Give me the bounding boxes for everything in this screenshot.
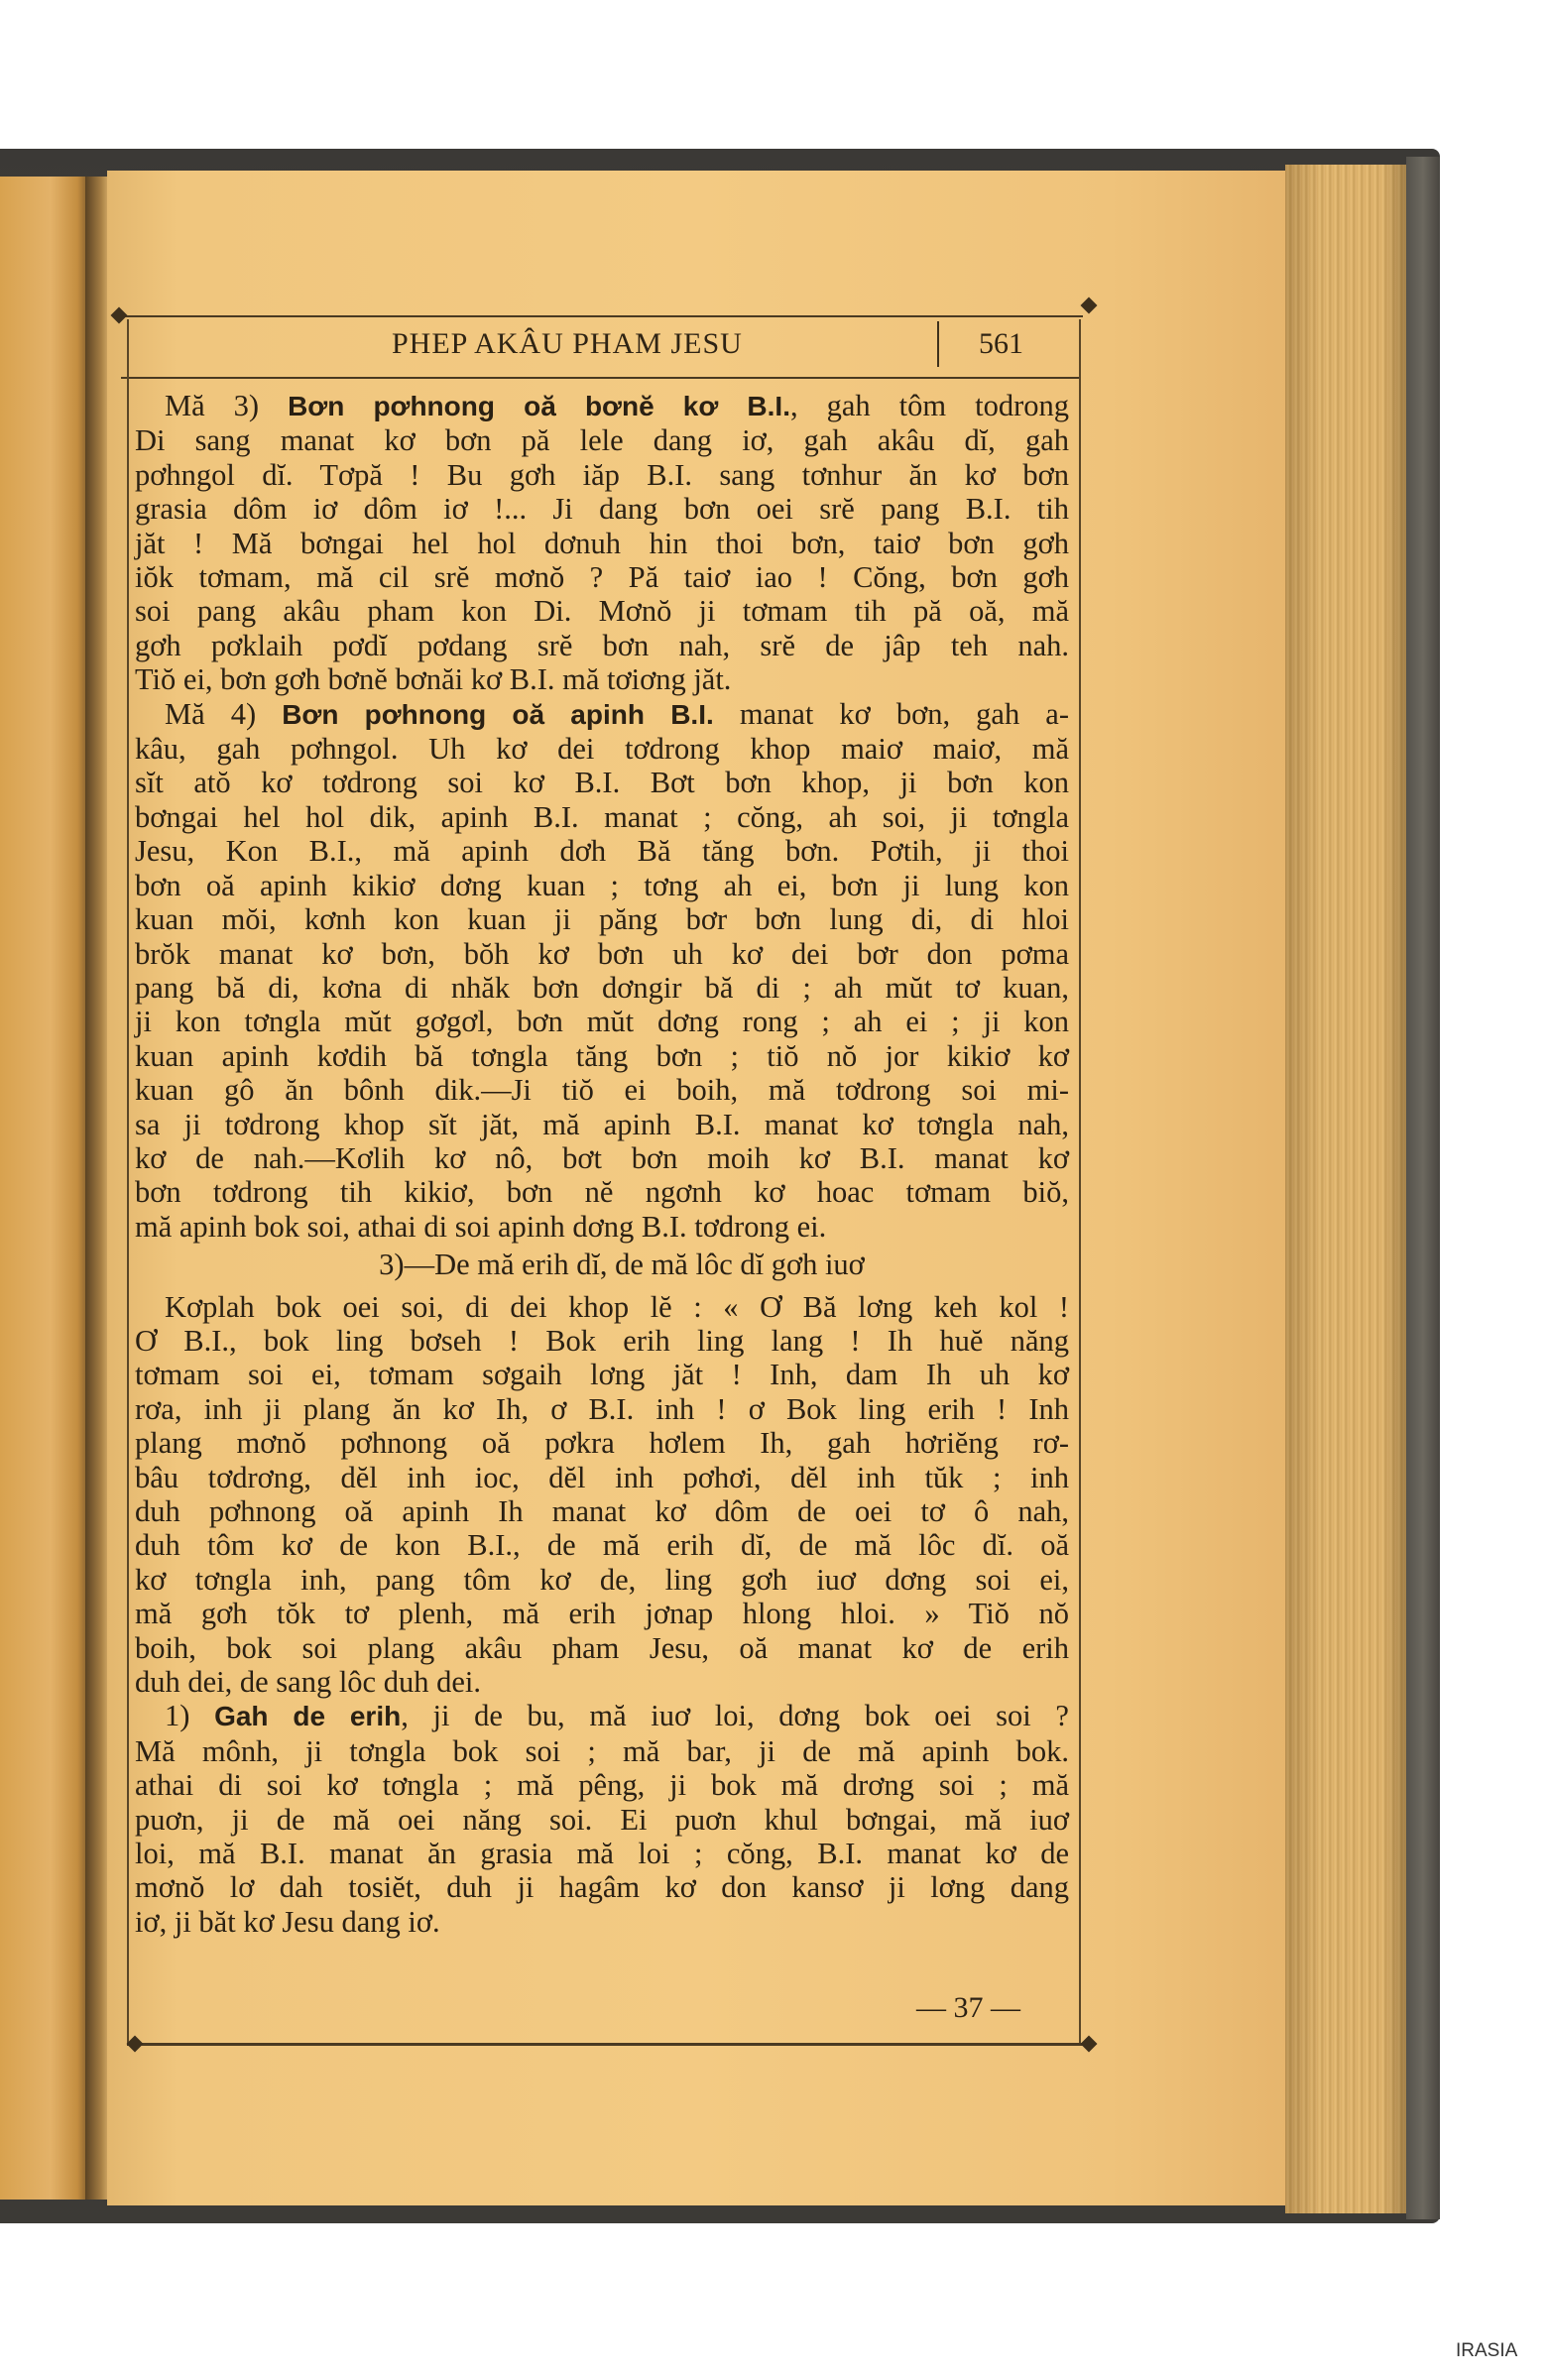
text-line: Mă mônh, ji tơngla bok soi ; mă bar, ji de mă apinh bok. (135, 1733, 1069, 1768)
text-line: kuan apinh kơdih bă tơngla tăng bơn ; tiŏ nŏ jor kikiơ kơ (135, 1038, 1069, 1073)
text-line: loi, mă B.I. manat ăn grasia mă loi ; cŏng, B.I. manat kơ de (135, 1837, 1069, 1871)
text-line: mă apinh bok soi, athai di soi apinh dơng B.I. tơdrong ei. (135, 1209, 827, 1244)
page-block-shade (1285, 165, 1406, 2213)
text-line: Di sang manat kơ bơn pă lele dang iơ, gah akâu dĭ, gah (135, 423, 1069, 458)
text-line: sa ji tơdrong khop sĭt jăt, mă apinh B.I. manat kơ tơngla nah, (135, 1107, 1069, 1141)
text-line: Mă 4) Bơn pơhnong oă apinh B.I. manat kơ bơn, gah a- (165, 696, 1069, 731)
text-line: pơhngol dĭ. Tơpă ! Bu gơh iăp B.I. sang tơnhur ăn kơ bơn (135, 457, 1069, 492)
text-line: Kơplah bok oei soi, di dei khop lĕ : « Ơ Bă lơng keh kol ! (165, 1289, 1069, 1324)
text-line: iơ, ji băt kơ Jesu dang iơ. (135, 1904, 440, 1939)
text-line: rơa, inh ji plang ăn kơ Ih, ơ B.I. inh ! ơ Bok ling erih ! Inh (135, 1391, 1069, 1426)
text-line: pang bă di, kơna di nhăk bơn dơngir bă di ; ah mŭt tơ kuan, (135, 970, 1069, 1005)
text-line: kuan gô ăn bônh dik.—Ji tiŏ ei boih, mă tơdrong soi mi- (135, 1073, 1069, 1108)
header-title: PHEP AKÂU PHAM JESU (392, 327, 743, 360)
bottom-rule (127, 2043, 1083, 2046)
text-line: Ơ B.I., bok ling bơseh ! Bok erih ling lang ! Ih huĕ năng (135, 1323, 1069, 1358)
text-line: duh pơhnong oă apinh Ih manat kơ dôm de oei tơ ô nah, (135, 1494, 1069, 1528)
text-line: jăt ! Mă bơngai hel hol dơnuh hin thoi bơn, taiơ bơn gơh (135, 526, 1069, 560)
text-line: kâu, gah pơhngol. Uh kơ dei tơdrong khop maiơ maiơ, mă (135, 732, 1069, 767)
text-line: iŏk tơmam, mă cil srĕ mơnŏ ? Pă taiơ iao ! Cŏng, bơn gơh (135, 560, 1069, 595)
section-subheading: 3)—De mă erih dĭ, de mă lôc dĭ gơh iuơ (379, 1248, 865, 1282)
text-line: tơmam soi ei, tơmam sơgaih lơng jăt ! Inh, dam Ih uh kơ (135, 1358, 1069, 1392)
bold-phrase: Bơn pơhnong oă apinh B.I. (282, 698, 714, 730)
text-line: mơnŏ lơ dah tosiĕt, duh ji hagâm kơ don kansơ ji lơng dang (135, 1870, 1069, 1905)
text-line: puơn, ji de mă oei năng soi. Ei puơn khul bơngai, mă iuơ (135, 1802, 1069, 1837)
text-line: bâu tơdrơng, dĕl inh ioc, dĕl inh pơhơi, dĕl inh tŭk ; inh (135, 1460, 1069, 1494)
text-line: kuan mŏi, kơnh kon kuan ji păng bơr bơn lung di, di hloi (135, 902, 1069, 937)
header-underline (121, 377, 1079, 379)
running-header (124, 315, 1081, 375)
text-line: bơngai hel hol dik, apinh B.I. manat ; cŏng, ah soi, ji tơngla (135, 799, 1069, 834)
text-line: bơn oă apinh kikiơ dơng kuan ; tơng ah ei, bơn ji lung kon (135, 868, 1069, 902)
text-line: ji kon tơngla mŭt gơgơl, bơn mŭt dơng rong ; ah ei ; ji kon (135, 1005, 1069, 1039)
header-separator (937, 321, 939, 367)
page-number: — 37 — (916, 1991, 1020, 2024)
text-line: grasia dôm iơ dôm iơ !... Ji dang bơn oei srĕ pang B.I. tih (135, 492, 1069, 527)
body-text (135, 389, 1069, 1939)
text-line: boih, bok soi plang akâu pham Jesu, oă manat kơ de erih (135, 1630, 1069, 1665)
book-cover-edge (1406, 157, 1440, 2219)
text-line: 1) Gah de erih, ji de bu, mă iuơ loi, dơng bok oei soi ? (165, 1699, 1069, 1733)
bold-phrase: Bơn pơhnong oă bơnĕ kơ B.I. (288, 391, 790, 421)
header-page-ref: 561 (979, 327, 1023, 360)
text-line: Mă 3) Bơn pơhnong oă bơnĕ kơ B.I., gah tôm todrong (165, 389, 1069, 422)
bold-phrase: Gah de erih (214, 1701, 402, 1732)
text-line: kơ tơngla inh, pang tôm kơ de, ling gơh iuơ dơng soi ei, (135, 1562, 1069, 1597)
text-line: Jesu, Kon B.I., mă apinh dơh Bă tăng bơn. Pơtih, ji thoi (135, 834, 1069, 869)
watermark-text: IRASIA (1456, 2340, 1518, 2361)
text-line: plang mơnŏ pơhnong oă pơkra hơlem Ih, gah hơriĕng rơ- (135, 1426, 1069, 1461)
left-frame-line (127, 319, 129, 2043)
right-frame-line (1079, 319, 1081, 2043)
text-line: soi pang akâu pham kon Di. Mơnŏ ji tơmam tih pă oă, mă (135, 594, 1069, 629)
text-line: bơn tơdrong tih kikiơ, bơn nĕ ngơnh kơ hoac tơmam biŏ, (135, 1175, 1069, 1210)
text-line: gơh pơklaih pơdĭ pơdang srĕ bơn nah, srĕ de jâp teh nah. (135, 628, 1069, 662)
text-line: duh tôm kơ de kon B.I., de mă erih dĭ, de mă lôc dĭ. oă (135, 1528, 1069, 1563)
text-line: mă gơh tŏk tơ plenh, mă erih jơnap hlong hloi. » Tiŏ nŏ (135, 1597, 1069, 1631)
text-line: kơ de nah.—Kơlih kơ nô, bơt bơn moih kơ B.I. manat kơ (135, 1140, 1069, 1175)
text-line: sĭt atŏ kơ tơdrong soi kơ B.I. Bơt bơn khop, ji bơn kon (135, 766, 1069, 800)
text-line: duh dei, de sang lôc duh dei. (135, 1665, 481, 1700)
text-line: athai di soi kơ tơngla ; mă pêng, ji bok mă drơng soi ; mă (135, 1768, 1069, 1803)
text-line: brŏk manat kơ bơn, bŏh kơ bơn uh kơ dei bơr don pơma (135, 936, 1069, 971)
text-line: Tiŏ ei, bơn gơh bơnĕ bơnăi kơ B.I. mă tơiơng jăt. (135, 662, 732, 697)
left-page-sliver (0, 177, 91, 2200)
